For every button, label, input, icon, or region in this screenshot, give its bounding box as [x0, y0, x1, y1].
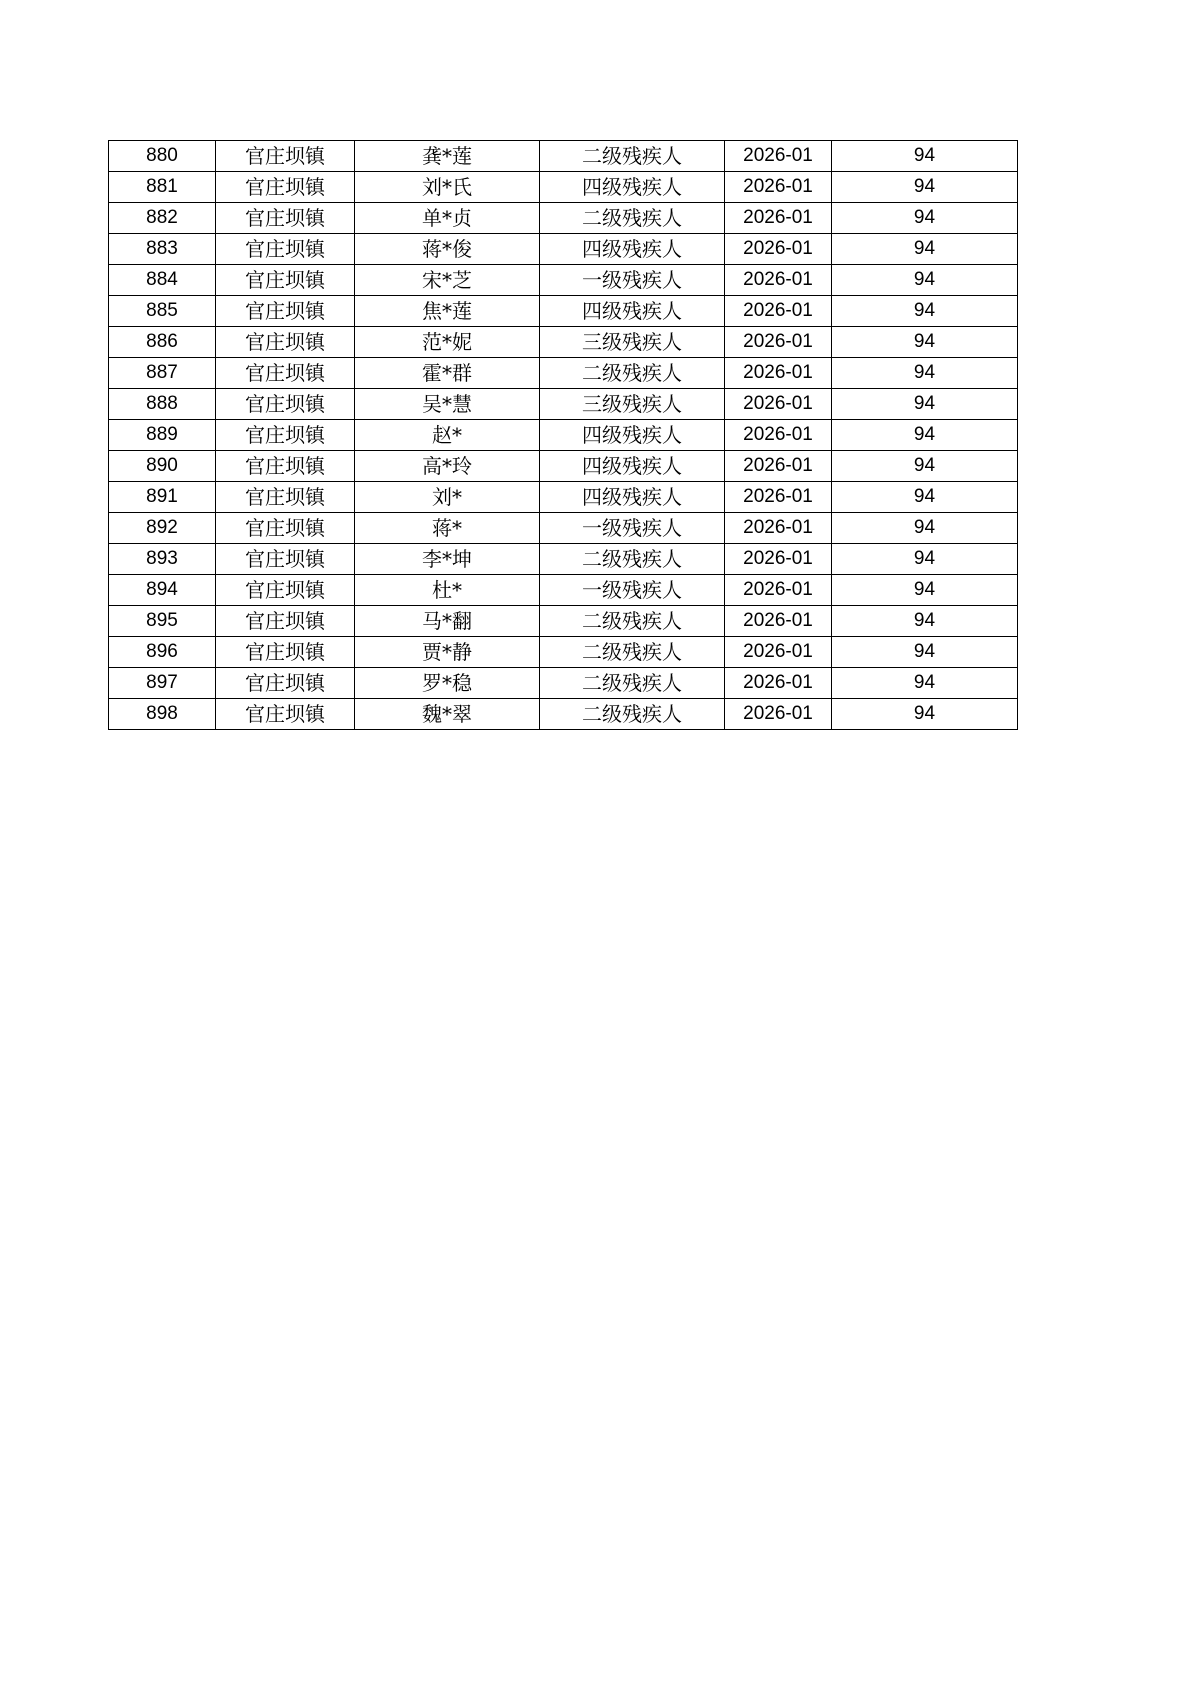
- disability-level-cell: 一级残疾人: [540, 513, 725, 544]
- amount-cell: 94: [832, 296, 1018, 327]
- subsidy-roster-table: [108, 140, 1018, 730]
- town-cell: 官庄坝镇: [216, 172, 355, 203]
- row-number-cell: 882: [109, 203, 216, 234]
- row-number-cell: 885: [109, 296, 216, 327]
- amount-cell: 94: [832, 699, 1018, 730]
- row-number-cell: 880: [109, 141, 216, 172]
- row-number-cell: 892: [109, 513, 216, 544]
- disability-level-cell: 二级残疾人: [540, 668, 725, 699]
- town-cell: 官庄坝镇: [216, 296, 355, 327]
- table-row: [109, 389, 1018, 420]
- month-cell: 2026-01: [725, 327, 832, 358]
- month-cell: 2026-01: [725, 451, 832, 482]
- disability-level-cell: 三级残疾人: [540, 327, 725, 358]
- month-cell: 2026-01: [725, 420, 832, 451]
- month-cell: 2026-01: [725, 513, 832, 544]
- month-cell: 2026-01: [725, 575, 832, 606]
- name-cell: 刘*氏: [355, 172, 540, 203]
- town-cell: 官庄坝镇: [216, 668, 355, 699]
- table-row: [109, 234, 1018, 265]
- table-row: [109, 699, 1018, 730]
- amount-cell: 94: [832, 668, 1018, 699]
- name-cell: 焦*莲: [355, 296, 540, 327]
- town-cell: 官庄坝镇: [216, 699, 355, 730]
- name-cell: 宋*芝: [355, 265, 540, 296]
- name-cell: 单*贞: [355, 203, 540, 234]
- table-row: [109, 513, 1018, 544]
- table-row: [109, 482, 1018, 513]
- month-cell: 2026-01: [725, 172, 832, 203]
- row-number-cell: 898: [109, 699, 216, 730]
- row-number-cell: 886: [109, 327, 216, 358]
- row-number-cell: 895: [109, 606, 216, 637]
- amount-cell: 94: [832, 482, 1018, 513]
- name-cell: 魏*翠: [355, 699, 540, 730]
- row-number-cell: 890: [109, 451, 216, 482]
- row-number-cell: 881: [109, 172, 216, 203]
- table-row: [109, 172, 1018, 203]
- disability-level-cell: 四级残疾人: [540, 451, 725, 482]
- amount-cell: 94: [832, 327, 1018, 358]
- table-row: [109, 606, 1018, 637]
- name-cell: 龚*莲: [355, 141, 540, 172]
- table-row: [109, 327, 1018, 358]
- town-cell: 官庄坝镇: [216, 389, 355, 420]
- town-cell: 官庄坝镇: [216, 513, 355, 544]
- town-cell: 官庄坝镇: [216, 141, 355, 172]
- table-row: [109, 358, 1018, 389]
- disability-level-cell: 二级残疾人: [540, 203, 725, 234]
- amount-cell: 94: [832, 172, 1018, 203]
- amount-cell: 94: [832, 265, 1018, 296]
- name-cell: 李*坤: [355, 544, 540, 575]
- disability-level-cell: 二级残疾人: [540, 699, 725, 730]
- table-row: [109, 637, 1018, 668]
- amount-cell: 94: [832, 575, 1018, 606]
- amount-cell: 94: [832, 637, 1018, 668]
- amount-cell: 94: [832, 451, 1018, 482]
- month-cell: 2026-01: [725, 265, 832, 296]
- town-cell: 官庄坝镇: [216, 203, 355, 234]
- table-row: [109, 141, 1018, 172]
- roster-table-body: [109, 141, 1018, 730]
- name-cell: 范*妮: [355, 327, 540, 358]
- table-row: [109, 203, 1018, 234]
- name-cell: 贾*静: [355, 637, 540, 668]
- row-number-cell: 889: [109, 420, 216, 451]
- amount-cell: 94: [832, 358, 1018, 389]
- month-cell: 2026-01: [725, 296, 832, 327]
- disability-level-cell: 四级残疾人: [540, 420, 725, 451]
- disability-level-cell: 二级残疾人: [540, 544, 725, 575]
- name-cell: 马*翻: [355, 606, 540, 637]
- disability-level-cell: 二级残疾人: [540, 141, 725, 172]
- month-cell: 2026-01: [725, 668, 832, 699]
- town-cell: 官庄坝镇: [216, 575, 355, 606]
- disability-level-cell: 一级残疾人: [540, 265, 725, 296]
- table-row: [109, 668, 1018, 699]
- row-number-cell: 896: [109, 637, 216, 668]
- town-cell: 官庄坝镇: [216, 606, 355, 637]
- table-row: [109, 296, 1018, 327]
- month-cell: 2026-01: [725, 389, 832, 420]
- disability-level-cell: 二级残疾人: [540, 606, 725, 637]
- table-row: [109, 420, 1018, 451]
- row-number-cell: 884: [109, 265, 216, 296]
- disability-level-cell: 三级残疾人: [540, 389, 725, 420]
- town-cell: 官庄坝镇: [216, 234, 355, 265]
- table-row: [109, 544, 1018, 575]
- name-cell: 杜*: [355, 575, 540, 606]
- town-cell: 官庄坝镇: [216, 265, 355, 296]
- town-cell: 官庄坝镇: [216, 451, 355, 482]
- disability-level-cell: 四级残疾人: [540, 172, 725, 203]
- row-number-cell: 894: [109, 575, 216, 606]
- name-cell: 高*玲: [355, 451, 540, 482]
- month-cell: 2026-01: [725, 637, 832, 668]
- row-number-cell: 887: [109, 358, 216, 389]
- name-cell: 蒋*俊: [355, 234, 540, 265]
- name-cell: 罗*稳: [355, 668, 540, 699]
- month-cell: 2026-01: [725, 358, 832, 389]
- name-cell: 霍*群: [355, 358, 540, 389]
- disability-level-cell: 一级残疾人: [540, 575, 725, 606]
- month-cell: 2026-01: [725, 482, 832, 513]
- name-cell: 蒋*: [355, 513, 540, 544]
- month-cell: 2026-01: [725, 606, 832, 637]
- disability-level-cell: 二级残疾人: [540, 637, 725, 668]
- name-cell: 吴*慧: [355, 389, 540, 420]
- table-row: [109, 451, 1018, 482]
- town-cell: 官庄坝镇: [216, 482, 355, 513]
- table-row: [109, 575, 1018, 606]
- amount-cell: 94: [832, 203, 1018, 234]
- amount-cell: 94: [832, 234, 1018, 265]
- town-cell: 官庄坝镇: [216, 358, 355, 389]
- disability-level-cell: 四级残疾人: [540, 296, 725, 327]
- town-cell: 官庄坝镇: [216, 637, 355, 668]
- amount-cell: 94: [832, 606, 1018, 637]
- amount-cell: 94: [832, 544, 1018, 575]
- month-cell: 2026-01: [725, 141, 832, 172]
- month-cell: 2026-01: [725, 203, 832, 234]
- town-cell: 官庄坝镇: [216, 544, 355, 575]
- disability-level-cell: 四级残疾人: [540, 234, 725, 265]
- month-cell: 2026-01: [725, 699, 832, 730]
- amount-cell: 94: [832, 420, 1018, 451]
- row-number-cell: 893: [109, 544, 216, 575]
- month-cell: 2026-01: [725, 234, 832, 265]
- amount-cell: 94: [832, 141, 1018, 172]
- amount-cell: 94: [832, 389, 1018, 420]
- month-cell: 2026-01: [725, 544, 832, 575]
- table-row: [109, 265, 1018, 296]
- disability-level-cell: 四级残疾人: [540, 482, 725, 513]
- row-number-cell: 897: [109, 668, 216, 699]
- town-cell: 官庄坝镇: [216, 420, 355, 451]
- row-number-cell: 891: [109, 482, 216, 513]
- disability-level-cell: 二级残疾人: [540, 358, 725, 389]
- amount-cell: 94: [832, 513, 1018, 544]
- row-number-cell: 883: [109, 234, 216, 265]
- name-cell: 赵*: [355, 420, 540, 451]
- row-number-cell: 888: [109, 389, 216, 420]
- name-cell: 刘*: [355, 482, 540, 513]
- town-cell: 官庄坝镇: [216, 327, 355, 358]
